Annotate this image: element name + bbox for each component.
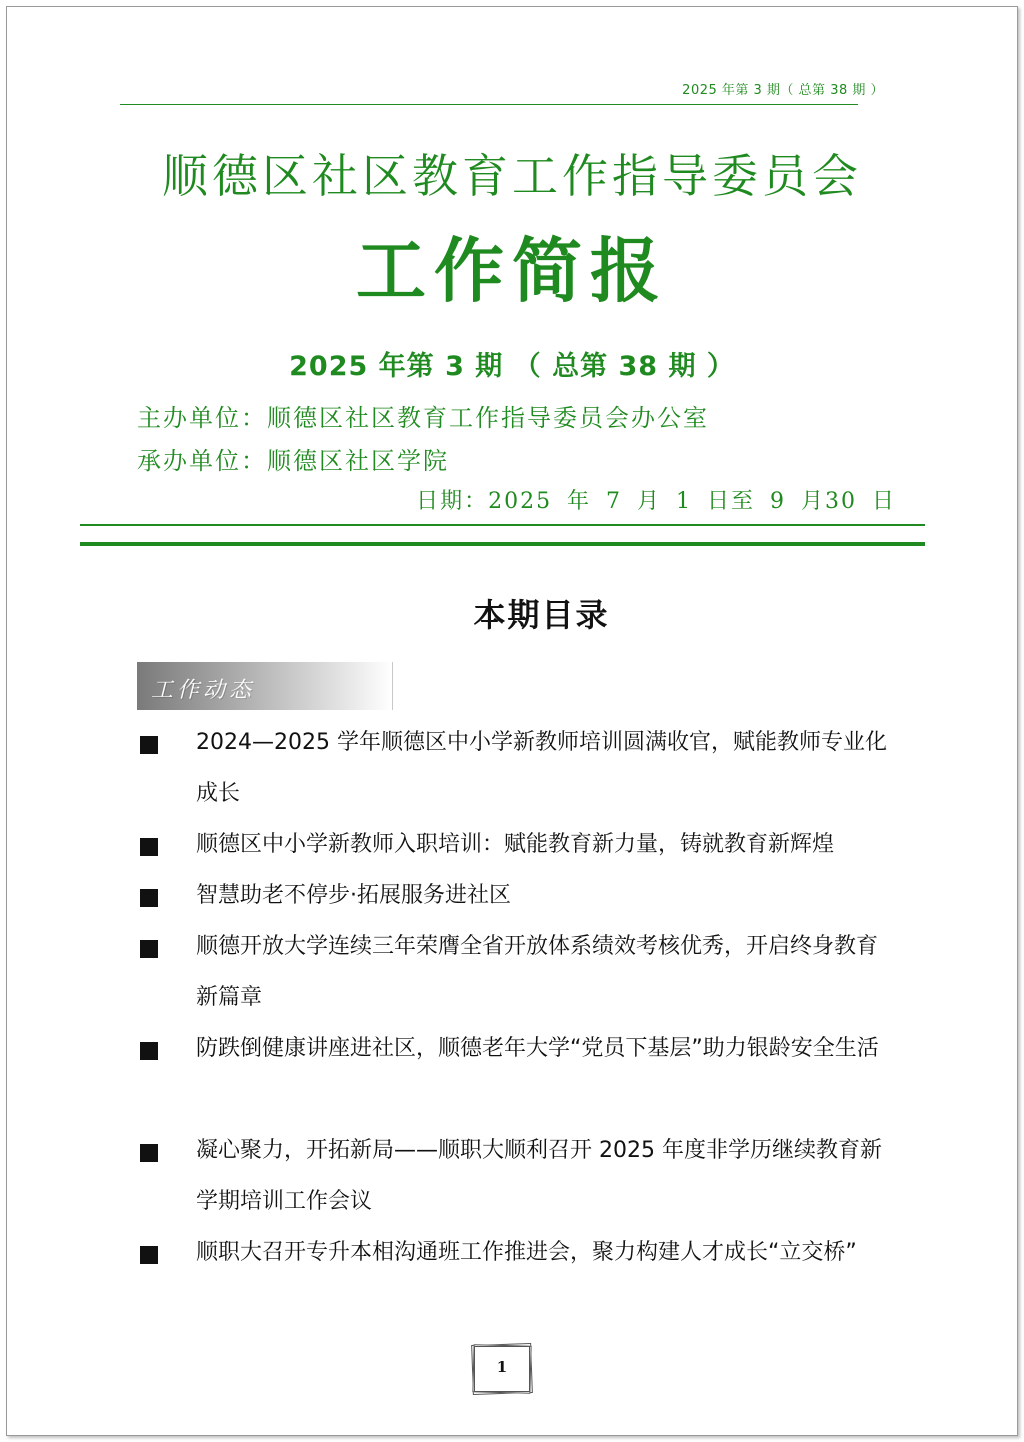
section-banner — [137, 662, 393, 710]
toc-item-text: 2024—2025 学年顺德区中小学新教师培训圆满收官，赋能教师专业化成长 — [196, 730, 887, 806]
divider-thick — [80, 542, 925, 546]
toc-item-text: 防跌倒健康讲座进社区，顺德老年大学“党员下基层”助力银龄安全生活 — [196, 1036, 879, 1061]
black-square-bullet-icon — [140, 1246, 158, 1264]
date-range: 日期：2025 年 7 月 1 日至 9 月30 日 — [416, 489, 896, 514]
black-square-bullet-icon — [140, 889, 158, 907]
toc-item-text: 凝心聚力，开拓新局——顺职大顺利召开 2025 年度非学历继续教育新学期培训工作会议 — [196, 1138, 882, 1214]
header-rule — [120, 104, 858, 105]
bulletin-title: 工作简报 — [356, 229, 668, 312]
page-number-box — [470, 1343, 534, 1395]
issue-line: 2025 年第 3 期 （ 总第 38 期 ） — [289, 351, 735, 382]
toc-item-text: 顺德开放大学连续三年荣膺全省开放体系绩效考核优秀，开启终身教育新篇章 — [196, 934, 879, 1010]
toc-item-text: 顺职大召开专升本相沟通班工作推进会，聚力构建人才成长“立交桥” — [196, 1240, 857, 1265]
black-square-bullet-icon — [140, 838, 158, 856]
organization-title: 顺德区社区教育工作指导委员会 — [162, 149, 862, 203]
page-number: 1 — [496, 1358, 508, 1376]
black-square-bullet-icon — [140, 1144, 158, 1162]
toc-item-text: 顺德区中小学新教师入职培训：赋能教育新力量，铸就教育新辉煌 — [196, 832, 835, 857]
toc-title: 本期目录 — [473, 596, 610, 634]
divider-thin — [80, 524, 925, 526]
black-square-bullet-icon — [140, 940, 158, 958]
header-issue-info: 2025 年第 3 期（ 总第 38 期 ） — [682, 83, 884, 98]
black-square-bullet-icon — [140, 1042, 158, 1060]
host-unit: 主办单位：顺德区社区教育工作指导委员会办公室 — [137, 404, 709, 432]
black-square-bullet-icon — [140, 736, 158, 754]
toc-item-text: 智慧助老不停步·拓展服务进社区 — [196, 883, 511, 908]
section-label: 工作动态 — [151, 678, 256, 703]
organizer-unit: 承办单位：顺德区社区学院 — [137, 447, 449, 475]
